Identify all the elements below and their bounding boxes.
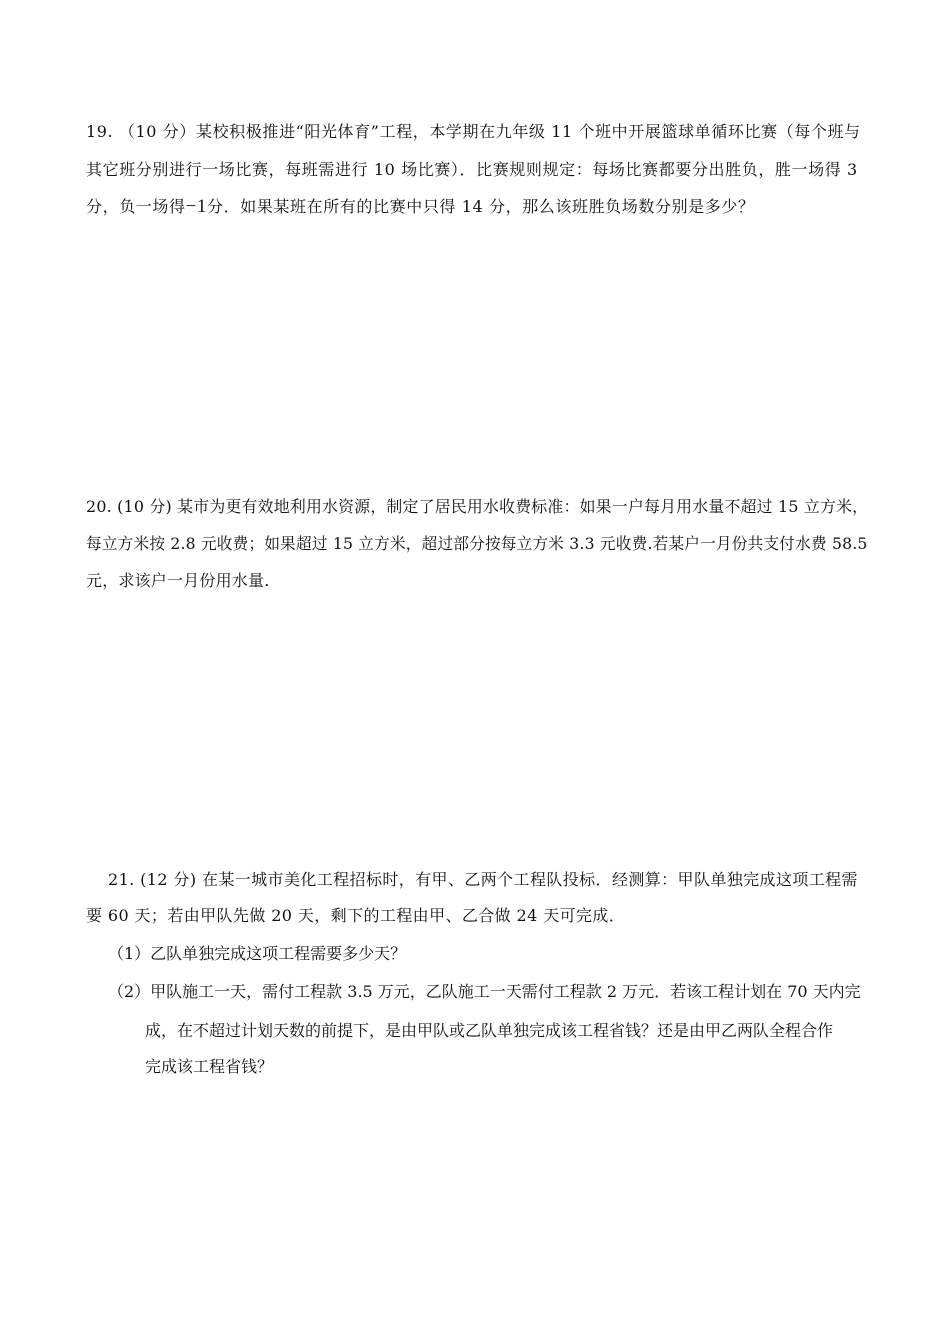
q20-line-2: 每立方米按 2.8 元收费；如果超过 15 立方米，超过部分按每立方米 3.3 元收费.若某户一月份共支付水费 58.5 <box>86 534 868 553</box>
q21-part-1: （1）乙队单独完成这项工程需要多少天？ <box>108 944 407 963</box>
q21-line-1: 21. (12 分) 在某一城市美化工程招标时，有甲、乙两个工程队投标．经测算：甲队单独完成这项工程需 <box>108 870 858 889</box>
q21-part-2-line-2: 成，在不超过计划天数的前提下，是由甲队或乙队单独完成该工程省钱？还是由甲乙两队全程合作 <box>145 1021 834 1040</box>
q21-part-2-line-1: （2）甲队施工一天，需付工程款 3.5 万元，乙队施工一天需付工程款 2 万元．若该工程计划在 70 天内完 <box>108 982 861 1001</box>
q19-line-3-start: 分，负一场得 <box>86 197 186 216</box>
q19-line-2: 其它班分别进行一场比赛，每班需进行 10 场比赛）．比赛规则规定：每场比赛都要分出胜负，胜一场得 3 <box>86 160 858 179</box>
q20-line-3: 元，求该户一月份用水量. <box>86 571 270 590</box>
q19-line-3-end: 分．如果某班在所有的比赛中只得 14 分，那么该班胜负场数分别是多少？ <box>207 197 755 216</box>
q19-line-3 <box>86 197 755 217</box>
q21-line-2: 要 60 天；若由甲队先做 20 天，剩下的工程由甲、乙合做 24 天可完成． <box>86 906 626 925</box>
q19-negative-one: −1 <box>185 196 208 217</box>
q21-part-2-line-3: 完成该工程省钱？ <box>145 1057 274 1076</box>
q19-line-1: 19. （10 分）某校积极推进“阳光体育”工程，本学期在九年级 11 个班中开展篮球单循环比赛（每个班与 <box>86 122 861 141</box>
q20-line-1: 20. (10 分) 某市为更有效地利用水资源，制定了居民用水收费标准：如果一户每月用水量不超过 15 立方米， <box>86 497 869 516</box>
